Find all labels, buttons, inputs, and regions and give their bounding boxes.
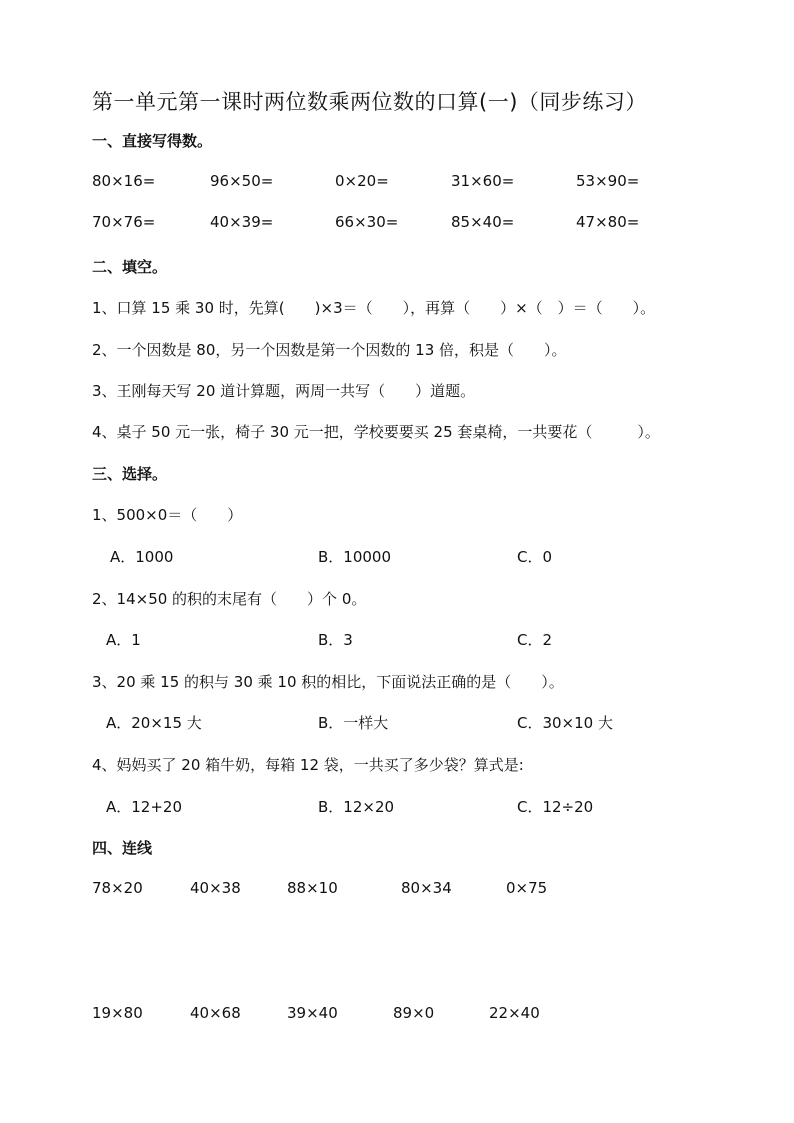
- match-bottom-item: 22×40: [489, 1004, 540, 1022]
- choice-option-b: B．12×20: [318, 798, 395, 816]
- calc-item: 70×76=: [92, 213, 156, 231]
- choice-option-a: A．12+20: [106, 798, 183, 816]
- fill-question-2: 2、一个因数是 80，另一个因数是第一个因数的 13 倍，积是（ ）。: [92, 341, 567, 359]
- calc-item: 53×90=: [576, 172, 640, 190]
- match-top-item: 88×10: [287, 879, 338, 897]
- choice-option-b: B．3: [318, 631, 353, 649]
- match-bottom-item: 89×0: [393, 1004, 435, 1022]
- choice-option-b: B．一样大: [318, 714, 389, 732]
- choice-option-c: C．0: [517, 548, 553, 566]
- calc-item: 85×40=: [451, 213, 515, 231]
- choice-option-a: A．20×15 大: [106, 714, 202, 732]
- choice-option-c: C．30×10 大: [517, 714, 613, 732]
- choice-option-c: C．2: [517, 631, 553, 649]
- match-top-item: 40×38: [190, 879, 241, 897]
- match-top-item: 0×75: [506, 879, 548, 897]
- choice-question-2: 2、14×50 的积的末尾有（ ）个 0。: [92, 590, 367, 608]
- match-bottom-item: 40×68: [190, 1004, 241, 1022]
- fill-question-4: 4、桌子 50 元一张，椅子 30 元一把，学校要要买 25 套桌椅，一共要花（ ）。: [92, 423, 660, 441]
- choice-option-a: A．1: [106, 631, 141, 649]
- section1-heading: 一、直接写得数。: [92, 132, 213, 150]
- match-bottom-item: 39×40: [287, 1004, 338, 1022]
- choice-question-4: 4、妈妈买了 20 箱牛奶，每箱 12 袋，一共买了多少袋？算式是:: [92, 756, 524, 774]
- choice-option-c: C．12÷20: [517, 798, 594, 816]
- calc-item: 40×39=: [210, 213, 274, 231]
- match-top-item: 78×20: [92, 879, 143, 897]
- calc-item: 0×20=: [335, 172, 389, 190]
- choice-question-3: 3、20 乘 15 的积与 30 乘 10 积的相比，下面说法正确的是（ ）。: [92, 673, 564, 691]
- choice-option-b: B．10000: [318, 548, 392, 566]
- page-title: 第一单元第一课时两位数乘两位数的口算(一)（同步练习）: [92, 90, 647, 114]
- calc-item: 47×80=: [576, 213, 640, 231]
- calc-item: 96×50=: [210, 172, 274, 190]
- choice-question-1: 1、500×0＝（ ）: [92, 506, 243, 524]
- section2-heading: 二、填空。: [92, 258, 168, 276]
- match-top-item: 80×34: [401, 879, 452, 897]
- calc-item: 31×60=: [451, 172, 515, 190]
- section4-heading: 四、连线: [92, 839, 153, 857]
- match-bottom-item: 19×80: [92, 1004, 143, 1022]
- choice-option-a: A．1000: [110, 548, 174, 566]
- calc-item: 66×30=: [335, 213, 399, 231]
- calc-item: 80×16=: [92, 172, 156, 190]
- section3-heading: 三、选择。: [92, 465, 168, 483]
- fill-question-1: 1、口算 15 乘 30 时，先算( )×3＝（ ），再算（ ）×（ ）＝（ ）。: [92, 299, 656, 317]
- fill-question-3: 3、王刚每天写 20 道计算题，两周一共写（ ）道题。: [92, 382, 476, 400]
